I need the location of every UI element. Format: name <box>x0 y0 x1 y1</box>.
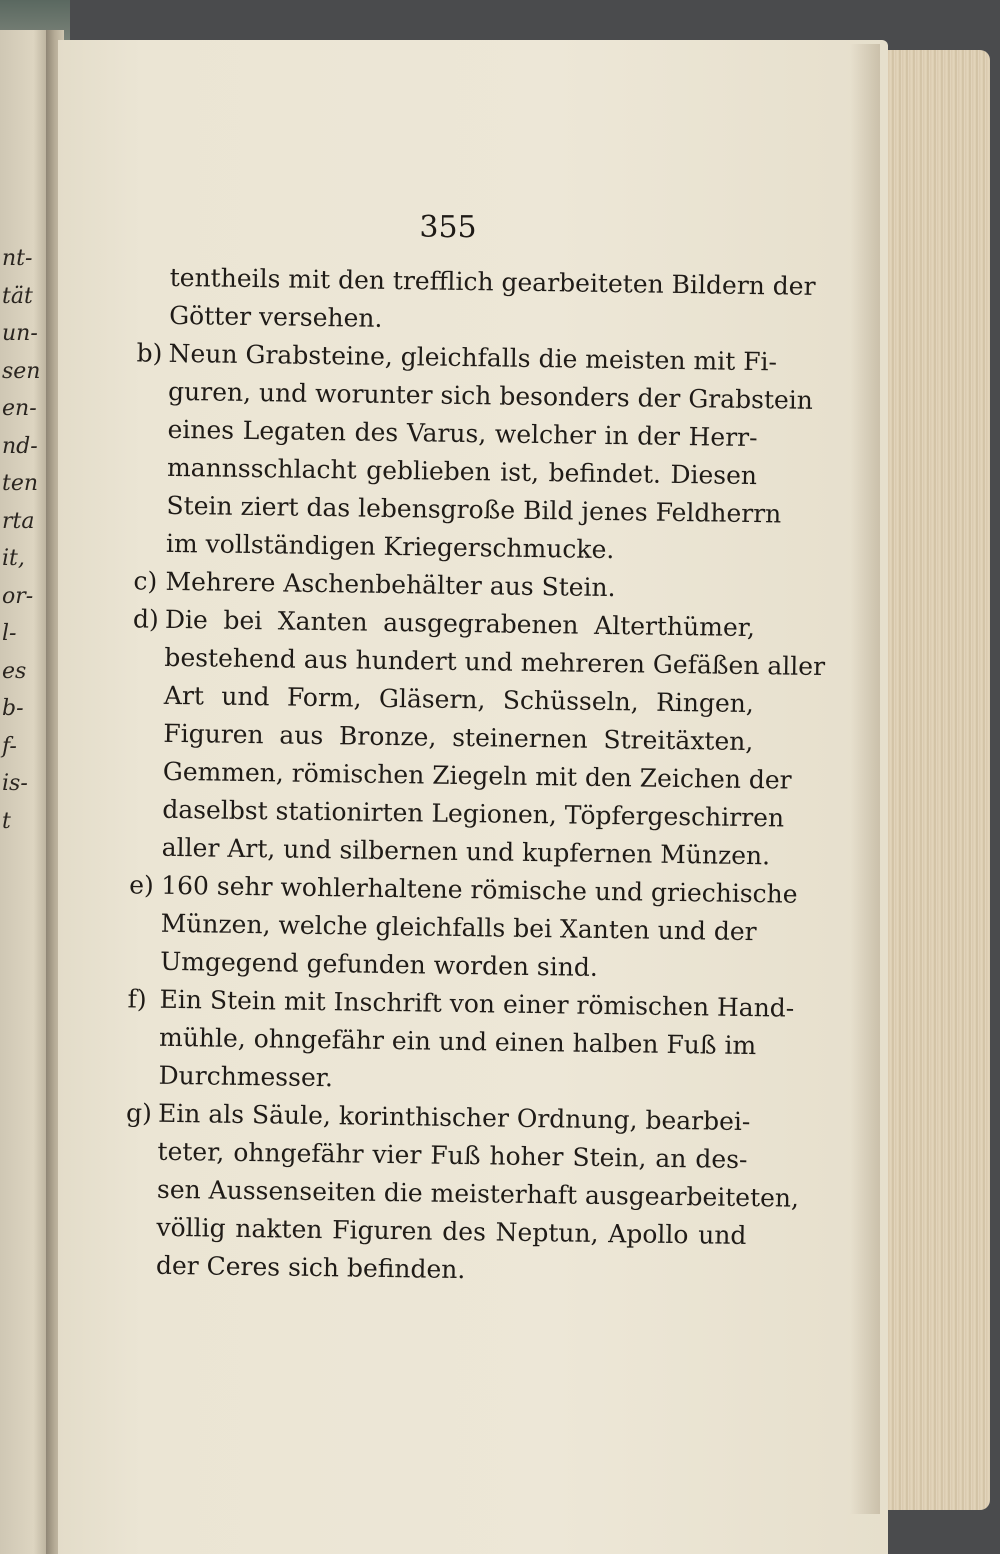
text-line-content: daselbst stationirten Legionen, Töpfergeschirren <box>162 794 785 833</box>
text-line-content: der Ceres sich befinden. <box>155 1250 466 1285</box>
text-line-content: bestehend aus hundert und mehreren Gefäßen aller <box>164 642 826 682</box>
left-page-fragment: nt- <box>2 246 33 271</box>
left-page-fragment <box>0 1028 48 1066</box>
left-page-fragment: or- <box>2 583 34 609</box>
list-item <box>96 980 795 1103</box>
text-line-content: sen Aussenseiten die meisterhaft ausgearbeiteten, <box>156 1174 800 1213</box>
text-line-content: eines Legaten des Varus, welcher in der Herr- <box>167 414 758 453</box>
left-page-fragment <box>0 840 48 878</box>
text-line-content: tentheils mit den trefflich gearbeiteten Bildern der <box>169 262 816 301</box>
left-page-fragment <box>0 878 48 916</box>
list-marker: g) <box>125 1098 153 1128</box>
list-marker: b) <box>136 338 163 368</box>
text-line-content: aller Art, und silbernen und kupfernen Münzen. <box>161 832 771 871</box>
text-line-content: Mehrere Aschenbehälter aus Stein. <box>165 566 616 603</box>
page-edge-shadow <box>850 44 880 1514</box>
text-line-content: völlig nakten Figuren des Neptun, Apollo und <box>156 1212 747 1251</box>
list-marker: e) <box>129 870 155 900</box>
text-line-content: Die bei Xanten ausgegrabenen Alterthümer, <box>164 604 756 643</box>
list-item <box>94 1094 800 1293</box>
list-item <box>104 334 814 571</box>
left-page-fragment: f- <box>2 733 17 759</box>
text-line-content: guren, und worunter sich besonders der Grabstein <box>167 376 814 415</box>
list-item <box>98 866 798 989</box>
left-page-fragment: sen <box>2 358 41 384</box>
left-page-fragment: l- <box>2 621 17 646</box>
left-page-fragment: ten <box>2 471 39 496</box>
text-line-content: mannsschlacht geblieben ist, befindet. Diesen <box>166 452 758 491</box>
left-page-fragment: nd- <box>2 433 38 459</box>
left-page-fragment <box>0 915 48 953</box>
list-marker: f) <box>127 984 147 1014</box>
left-page-fragment: b- <box>2 696 24 721</box>
text-line-content: Ein Stein mit Inschrift von einer römischen Hand- <box>159 984 795 1023</box>
text-line-content: Ein als Säule, korinthischer Ordnung, bearbei- <box>157 1098 751 1137</box>
text-line-content: Münzen, welche gleichfalls bei Xanten und der <box>160 908 757 947</box>
text-line-content: 160 sehr wohlerhaltene römische und griechische <box>161 870 798 909</box>
left-page-fragment: tät <box>2 283 33 309</box>
text-line-content: Götter versehen. <box>169 300 383 333</box>
left-page-text-fragments <box>0 240 48 1065</box>
right-page <box>58 40 888 1554</box>
text-line-content: mühle, ohngefähr ein und einen halben Fuß im <box>158 1022 757 1061</box>
text-line-content: Durchmesser. <box>158 1060 334 1093</box>
list-item <box>100 600 826 875</box>
list-marker: d) <box>132 604 159 634</box>
left-page-fragment <box>0 990 48 1028</box>
left-page-fragment: it, <box>2 546 25 571</box>
text-line-content: Gemmen, römischen Ziegeln mit den Zeichen der <box>162 756 792 795</box>
text-line-content: im vollständigen Kriegerschmucke. <box>165 528 615 565</box>
left-page-fragment: es <box>2 658 27 684</box>
text-line-content: Figuren aus Bronze, steinernen Streitäxten, <box>163 718 754 757</box>
list-marker: c) <box>133 566 158 596</box>
left-page-fragment <box>0 953 48 991</box>
list-item <box>107 258 816 343</box>
page-body <box>94 258 826 1293</box>
page-number: 355 <box>419 210 477 245</box>
left-page-edge <box>0 30 48 1554</box>
left-page-fragment: is- <box>2 771 28 796</box>
left-page-fragment: un- <box>2 321 38 346</box>
text-line-content: Art und Form, Gläsern, Schüsseln, Ringen, <box>163 680 755 719</box>
left-page-fragment: en- <box>2 396 37 421</box>
text-line-content: Stein ziert das lebensgroße Bild jenes Feldherrn <box>166 490 782 529</box>
text-line-content: Neun Grabsteine, gleichfalls die meisten mit Fi- <box>168 338 778 377</box>
text-line-content: Umgegend gefunden worden sind. <box>159 946 599 982</box>
left-page-fragment: rta <box>2 508 35 534</box>
text-line-content: teter, ohngefähr vier Fuß hoher Stein, an des- <box>157 1136 748 1175</box>
left-page-fragment: t <box>2 808 11 834</box>
